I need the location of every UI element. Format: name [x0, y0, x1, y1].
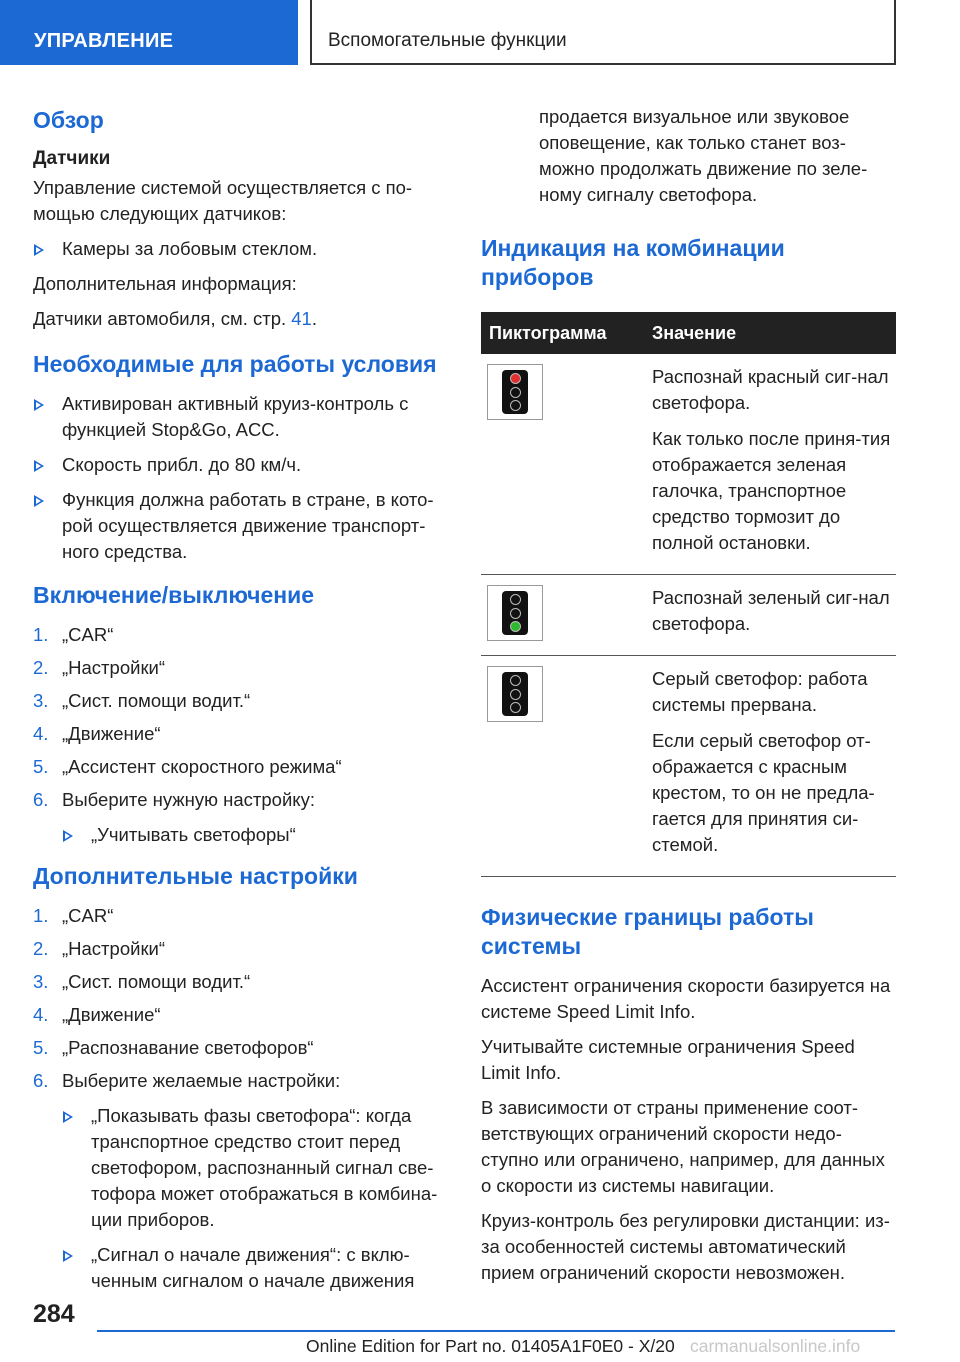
triangle-bullet-icon: [34, 495, 44, 507]
watermark: carmanualsonline.info: [690, 1336, 861, 1356]
sensors-text: Управление системой осуществляется с по-мощью следующих датчиков:: [33, 177, 413, 224]
table-row: [481, 354, 896, 575]
info-text: Датчики автомобиля, см. стр. 41.: [33, 308, 317, 329]
extra-steps: [33, 903, 448, 1294]
continuation-text: продается визуальное или звуковое оповещение, как только станет воз-можно продолжать движение по зеле-ному сигналу светофора.: [539, 106, 868, 205]
row-meaning-text: Если серый светофор от-ображается с красным крестом, то он не предла-гается для принятия си-стемой.: [652, 730, 875, 855]
column-header-icon: Пиктограмма: [481, 312, 646, 354]
traffic-light-gray-icon: [487, 666, 543, 722]
page-link[interactable]: 41: [291, 308, 312, 329]
indication-heading: Индикация на комбинации приборов: [481, 235, 785, 290]
section-title: Вспомогательные функции: [310, 0, 896, 65]
onoff-steps: [33, 622, 448, 848]
list-item: „Показывать фазы светофора“: когда транспортное средство стоит перед светофором, распознанный сигнал све-тофора может отображаться в комбина-ции приборов.: [62, 1103, 448, 1233]
list-item: 1. „CAR“: [33, 624, 114, 645]
extra-sub-list: [62, 1103, 448, 1294]
onoff-heading: Включение/выключение: [33, 582, 315, 608]
list-item: 2. „Настройки“: [33, 938, 166, 959]
limits-paragraph: Ассистент ограничения скорости базируется на системе Speed Limit Info.: [481, 975, 891, 1022]
right-column: [481, 104, 896, 1295]
footer-edition: Online Edition for Part no. 01405A1F0E0 - X/20: [306, 1336, 675, 1356]
list-item: 3. „Сист. помощи водит.“: [33, 690, 251, 711]
list-item: 4. „Движение“: [33, 723, 161, 744]
list-item: Скорость прибл. до 80 км/ч.: [33, 452, 448, 478]
triangle-bullet-icon: [63, 1111, 73, 1123]
traffic-light-red-icon: [487, 364, 543, 420]
traffic-light-green-icon: [487, 585, 543, 641]
list-item: Функция должна работать в стране, в кото-рой осуществляется движение транспорт-ного средства.: [33, 487, 448, 565]
list-item: 5. „Ассистент скоростного режима“: [33, 756, 342, 777]
list-item: 5. „Распознавание светофоров“: [33, 1037, 314, 1058]
list-item: Камеры за лобовым стеклом.: [33, 236, 448, 262]
limits-paragraph: Учитывайте системные ограничения Speed Limit Info.: [481, 1036, 855, 1083]
limits-heading: Физические границы работы системы: [481, 904, 814, 959]
limits-paragraph: В зависимости от страны применение соот-ветствующих ограничений скорости недо-ступно или ограничено, например, для данных о скорости из системы навигации.: [481, 1097, 885, 1196]
footer-divider: [97, 1330, 895, 1332]
triangle-bullet-icon: [34, 244, 44, 256]
sensors-list: [33, 236, 448, 262]
table-row: [481, 575, 896, 656]
list-item: 1. „CAR“: [33, 905, 114, 926]
page-number: 284: [33, 1300, 75, 1328]
left-column: [33, 96, 448, 1304]
row-meaning-text: Как только после приня-тия отображается зеленая галочка, транспортное средство тормозит до полной остановки.: [652, 428, 891, 553]
row-meaning-text: Серый светофор: работа системы прервана.: [652, 668, 868, 715]
requirements-heading: Необходимые для работы условия: [33, 351, 437, 377]
overview-heading: Обзор: [33, 107, 104, 133]
sensors-heading: Датчики: [33, 148, 111, 169]
indication-table: [481, 312, 896, 877]
table-row: [481, 656, 896, 877]
list-item: 6. Выберите нужную настройку: „Учитывать светофоры“: [33, 787, 448, 848]
chapter-tab: УПРАВЛЕНИЕ: [0, 0, 298, 65]
list-item: 3. „Сист. помощи водит.“: [33, 971, 251, 992]
info-label: Дополнительная информация:: [33, 273, 297, 294]
list-item: 2. „Настройки“: [33, 657, 166, 678]
list-item: 6. Выберите желаемые настройки: „Показывать фазы светофора“: когда транспортное средство стоит перед светофором, распознанный сигнал све-тофора может отображаться в комбина-ции приборов. „Сигнал о начале движения“: с вклю-ченным сигналом о начале движения: [33, 1068, 448, 1294]
triangle-bullet-icon: [63, 1250, 73, 1262]
list-item: „Сигнал о начале движения“: с вклю-ченным сигналом о начале движения: [62, 1242, 448, 1294]
row-meaning-text: Распознай зеленый сиг-нал светофора.: [652, 587, 890, 634]
list-item: „Учитывать светофоры“: [62, 822, 448, 848]
limits-paragraph: Круиз-контроль без регулировки дистанции: из-за особенностей системы автоматический прием ограничений скорости невозможен.: [481, 1210, 890, 1283]
column-header-meaning: Значение: [646, 312, 896, 354]
triangle-bullet-icon: [63, 830, 73, 842]
onoff-sub-list: [62, 822, 448, 848]
triangle-bullet-icon: [34, 460, 44, 472]
row-meaning-text: Распознай красный сиг-нал светофора.: [652, 366, 889, 413]
list-item: Активирован активный круиз-контроль с функцией Stop&Go, ACC.: [33, 391, 448, 443]
triangle-bullet-icon: [34, 399, 44, 411]
table-header-row: [481, 312, 896, 354]
extra-settings-heading: Дополнительные настройки: [33, 863, 358, 889]
requirements-list: [33, 391, 448, 565]
list-item: 4. „Движение“: [33, 1004, 161, 1025]
